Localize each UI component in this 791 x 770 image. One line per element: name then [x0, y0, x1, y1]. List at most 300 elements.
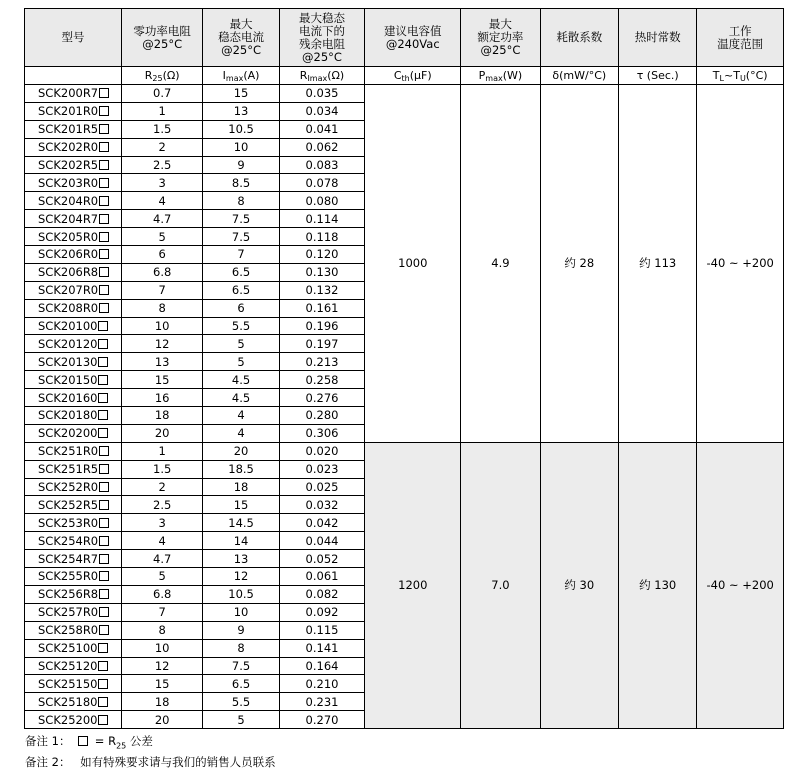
cell-rimax-value: 0.196 [305, 319, 339, 334]
cell-r25-value: 15 [154, 372, 170, 387]
cell-rimax-value: 0.080 [305, 193, 339, 208]
cell-model [25, 514, 122, 532]
cell-model-value: SCK202R0 [38, 140, 99, 155]
cell-model-value: SCK251R5 [38, 462, 99, 477]
cell-imax-value: 14.5 [228, 515, 254, 530]
cell-imax [203, 657, 279, 675]
cell-rimax-value: 0.197 [305, 336, 339, 351]
tolerance-box-icon [98, 428, 108, 438]
header-pmax-line: @25°C [480, 43, 521, 57]
cell-imax-value: 13 [233, 104, 249, 119]
cell-imax [203, 371, 279, 389]
tolerance-box-icon [99, 196, 109, 206]
cell-rimax [279, 371, 365, 389]
tolerance-box-icon [98, 375, 108, 385]
cell-model-value: SCK202R5 [38, 158, 99, 172]
cell-model [25, 389, 122, 407]
cell-model [25, 210, 122, 228]
cell-rimax-value: 0.083 [305, 158, 339, 172]
cell-rimax [279, 711, 365, 729]
cell-rimax-value: 0.044 [305, 533, 339, 548]
cell-model-value: SCK206R8 [38, 265, 99, 280]
unit-temp-tail2: (°C) [745, 68, 768, 82]
cell-model [25, 657, 122, 675]
tolerance-box-icon [99, 106, 109, 116]
group-2-tau: 约 130 [619, 442, 697, 728]
cell-r25-value: 10 [154, 319, 170, 334]
cell-rimax [279, 353, 365, 371]
header-row-titles [25, 9, 784, 67]
group-2-temp: -40 ~ +200 [697, 442, 784, 728]
tolerance-box-icon [99, 124, 109, 134]
unit-r25-sub: 25 [152, 73, 163, 83]
unit-delta [540, 67, 618, 85]
note-1-tail: 公差 [126, 734, 153, 748]
tolerance-box-icon [98, 715, 108, 725]
unit-r25 [121, 67, 202, 85]
cell-r25-value: 8 [158, 623, 166, 638]
cell-imax [203, 442, 279, 460]
cell-imax-value: 10 [233, 140, 249, 155]
cell-rimax [279, 389, 365, 407]
cell-rimax-value: 0.164 [305, 658, 339, 673]
cell-imax [203, 675, 279, 693]
cell-model-value: SCK25150 [38, 676, 98, 691]
cell-r25-value: 6.8 [153, 587, 172, 602]
cell-model-value: SCK207R0 [38, 283, 99, 298]
cell-model [25, 711, 122, 729]
cell-model [25, 138, 122, 156]
header-pmax-line: 额定功率 [477, 30, 524, 44]
cell-imax [203, 407, 279, 425]
cell-model [25, 156, 122, 174]
cell-imax [203, 424, 279, 442]
cell-model [25, 693, 122, 711]
cell-imax-value: 6.5 [231, 676, 251, 691]
cell-model [25, 585, 122, 603]
group-2-pmax: 7.0 [461, 442, 540, 728]
cell-model [25, 120, 122, 138]
cell-rimax [279, 442, 365, 460]
cell-rimax [279, 460, 365, 478]
cell-rimax-value: 0.025 [305, 480, 339, 495]
group-2-cth: 1200 [365, 442, 461, 728]
cell-r25-value: 4.7 [153, 211, 172, 226]
cell-imax-value: 5 [237, 712, 245, 727]
cell-model-value: SCK208R0 [38, 301, 99, 316]
unit-cth [365, 67, 461, 85]
tolerance-box-icon [98, 661, 108, 671]
cell-model [25, 335, 122, 353]
cell-r25-value: 20 [154, 712, 170, 727]
cell-imax [203, 585, 279, 603]
tolerance-box-icon [99, 232, 109, 242]
cell-imax [203, 514, 279, 532]
cell-rimax-value: 0.035 [305, 86, 339, 101]
header-r25-line: 零功率电阻 [133, 23, 191, 38]
cell-imax-value: 5 [237, 354, 245, 369]
spec-table-container [24, 8, 784, 729]
tolerance-box-icon [98, 393, 108, 403]
cell-imax-value: 10.5 [228, 122, 254, 137]
cell-imax-value: 5 [237, 336, 245, 351]
cell-rimax-value: 0.023 [305, 462, 339, 477]
cell-rimax-value: 0.032 [305, 497, 339, 512]
cell-imax-value: 15 [233, 86, 249, 101]
cell-r25 [121, 138, 202, 156]
unit-r25-main: R [144, 68, 153, 82]
cell-model [25, 639, 122, 657]
tolerance-box-icon [98, 697, 108, 707]
cell-imax-value: 9 [237, 623, 245, 638]
unit-imax-tail: (A) [243, 68, 260, 82]
cell-r25 [121, 460, 202, 478]
cell-r25-value: 5 [158, 229, 166, 244]
cell-imax-value: 6 [237, 301, 245, 316]
unit-pmax-main: P [478, 68, 486, 82]
unit-temp-sub2: U [739, 73, 746, 83]
cell-rimax [279, 335, 365, 353]
tolerance-box-icon [99, 285, 109, 295]
cell-model-value: SCK254R0 [38, 533, 99, 548]
table-header [25, 9, 784, 85]
cell-rimax-value: 0.210 [305, 676, 339, 691]
cell-r25 [121, 120, 202, 138]
note-1-text: = R [94, 734, 117, 748]
cell-imax-value: 10 [233, 605, 249, 620]
cell-rimax [279, 263, 365, 281]
cell-rimax [279, 120, 365, 138]
note-2 [25, 754, 276, 770]
cell-rimax [279, 102, 365, 120]
cell-r25 [121, 496, 202, 514]
cell-rimax-value: 0.132 [305, 283, 339, 298]
cell-model [25, 442, 122, 460]
cell-r25-value: 6.8 [153, 265, 172, 280]
cell-model [25, 192, 122, 210]
cell-rimax-value: 0.130 [305, 265, 339, 280]
cell-imax-value: 4.5 [231, 390, 251, 405]
cell-model [25, 621, 122, 639]
cell-imax-value: 7.5 [231, 658, 251, 673]
cell-imax [203, 711, 279, 729]
cell-model [25, 532, 122, 550]
unit-tau [619, 67, 697, 85]
cell-imax [203, 85, 279, 103]
cell-rimax [279, 478, 365, 496]
cell-imax-value: 7.5 [231, 229, 251, 244]
cell-rimax [279, 299, 365, 317]
unit-cth-tail: (μF) [409, 68, 432, 82]
cell-imax-value: 20 [233, 444, 249, 459]
unit-cth-sub: th [401, 73, 410, 83]
header-delta-line: 耗散系数 [556, 30, 603, 44]
cell-imax [203, 496, 279, 514]
cell-r25 [121, 85, 202, 103]
cell-rimax [279, 693, 365, 711]
cell-model-value: SCK25180 [38, 694, 98, 709]
header-rimax-line: 残余电阻 [299, 36, 346, 51]
cell-r25-value: 15 [154, 676, 170, 691]
cell-r25-value: 0.7 [153, 86, 172, 101]
tolerance-box-icon [98, 679, 108, 689]
unit-delta-main: δ(mW/°C) [552, 68, 607, 82]
cell-r25 [121, 657, 202, 675]
cell-rimax [279, 424, 365, 442]
cell-model-value: SCK200R7 [38, 86, 99, 101]
cell-model-value: SCK20200 [38, 426, 98, 441]
tolerance-box-icon [99, 482, 109, 492]
footnotes [25, 733, 276, 770]
tolerance-box-icon [99, 536, 109, 546]
cell-imax [203, 532, 279, 550]
cell-model [25, 85, 122, 103]
cell-rimax-value: 0.141 [305, 641, 339, 656]
cell-r25-value: 1 [158, 104, 166, 119]
cell-imax [203, 389, 279, 407]
cell-rimax [279, 156, 365, 174]
cell-model [25, 371, 122, 389]
cell-r25-value: 1.5 [153, 122, 172, 137]
cell-r25 [121, 389, 202, 407]
cell-r25 [121, 407, 202, 425]
cell-rimax-value: 0.120 [305, 247, 339, 262]
tolerance-box-icon [99, 464, 109, 474]
tolerance-box-icon [98, 321, 108, 331]
cell-model [25, 228, 122, 246]
cell-rimax-value: 0.213 [305, 354, 339, 369]
cell-r25-value: 12 [154, 336, 170, 351]
cell-model [25, 496, 122, 514]
table-body [25, 85, 784, 729]
tolerance-box-icon [99, 142, 109, 152]
tolerance-box-icon [99, 249, 109, 259]
cell-imax [203, 603, 279, 621]
cell-r25-value: 20 [154, 426, 170, 441]
unit-pmax-tail: (W) [502, 68, 523, 82]
cell-imax [203, 138, 279, 156]
tolerance-box-icon [98, 643, 108, 653]
cell-r25 [121, 174, 202, 192]
cell-rimax [279, 281, 365, 299]
header-cth [365, 9, 461, 67]
tolerance-box-icon [99, 625, 109, 635]
cell-rimax [279, 228, 365, 246]
cell-model [25, 550, 122, 568]
cell-r25-value: 4 [158, 533, 166, 548]
tolerance-box-icon [99, 500, 109, 510]
header-model-line: 型号 [61, 30, 85, 44]
cell-model [25, 263, 122, 281]
tolerance-box-icon [78, 736, 88, 746]
cell-model-value: SCK201R5 [38, 122, 99, 137]
unit-imax-sub: max [225, 73, 244, 83]
cell-r25 [121, 281, 202, 299]
cell-r25 [121, 228, 202, 246]
group-1-pmax: 4.9 [461, 85, 540, 443]
note-2-text: 如有特殊要求请与我们的销售人员联系 [80, 755, 276, 770]
cell-model-value: SCK252R0 [38, 480, 99, 495]
unit-temp-main: T [712, 68, 720, 82]
cell-r25-value: 2 [158, 480, 166, 495]
unit-imax-main: I [222, 68, 226, 82]
cell-imax [203, 120, 279, 138]
cell-imax [203, 317, 279, 335]
cell-rimax [279, 550, 365, 568]
cell-rimax-value: 0.052 [305, 551, 339, 566]
cell-rimax [279, 496, 365, 514]
cell-r25-value: 13 [154, 354, 170, 369]
cell-model-value: SCK25200 [38, 712, 98, 727]
note-1-label: 备注 1： [25, 734, 71, 748]
cell-imax-value: 8 [237, 641, 245, 656]
cell-imax [203, 693, 279, 711]
cell-model-value: SCK20120 [38, 336, 98, 351]
cell-r25-value: 1 [158, 444, 166, 459]
cell-r25-value: 12 [154, 658, 170, 673]
cell-r25 [121, 514, 202, 532]
cell-rimax [279, 532, 365, 550]
cell-model [25, 353, 122, 371]
cell-imax [203, 156, 279, 174]
cell-rimax [279, 407, 365, 425]
cell-r25-value: 7 [158, 605, 166, 620]
cell-rimax [279, 621, 365, 639]
cell-model [25, 246, 122, 264]
cell-r25 [121, 102, 202, 120]
note-1-sub: 25 [116, 741, 127, 751]
unit-rimax-tail: (Ω) [327, 68, 345, 82]
group-1-delta: 约 28 [540, 85, 618, 443]
header-temp-line: 工作 [728, 23, 752, 38]
unit-temp-sub: L [719, 73, 724, 83]
cell-r25 [121, 246, 202, 264]
cell-rimax-value: 0.082 [305, 587, 339, 602]
cell-rimax [279, 603, 365, 621]
tolerance-box-icon [99, 88, 109, 98]
cell-imax-value: 4 [237, 408, 245, 423]
tolerance-box-icon [98, 357, 108, 367]
cell-imax [203, 460, 279, 478]
header-delta [540, 9, 618, 67]
cell-r25-value: 18 [154, 408, 170, 423]
group-1-cth: 1000 [365, 85, 461, 443]
cell-rimax-value: 0.092 [305, 605, 339, 620]
cell-r25 [121, 371, 202, 389]
cell-rimax-value: 0.280 [305, 408, 339, 423]
cell-model-value: SCK257R0 [38, 605, 99, 620]
tolerance-box-icon [99, 160, 109, 170]
cell-r25-value: 2 [158, 140, 166, 155]
cell-rimax-value: 0.078 [305, 175, 339, 190]
cell-r25 [121, 192, 202, 210]
cell-imax [203, 102, 279, 120]
tolerance-box-icon [98, 410, 108, 420]
tolerance-box-icon [99, 214, 109, 224]
cell-imax [203, 639, 279, 657]
cell-imax-value: 8 [237, 193, 245, 208]
cell-imax [203, 568, 279, 586]
cell-imax [203, 210, 279, 228]
cell-r25 [121, 317, 202, 335]
cell-imax-value: 4.5 [231, 372, 251, 387]
cell-r25 [121, 550, 202, 568]
cell-imax-value: 7 [237, 247, 245, 262]
cell-rimax [279, 317, 365, 335]
cell-imax-value: 6.5 [231, 265, 251, 280]
unit-rimax-sub: Imax [307, 73, 328, 83]
header-r25-line: @25°C [142, 36, 183, 51]
cell-imax [203, 335, 279, 353]
cell-r25-value: 8 [158, 301, 166, 316]
cell-imax-value: 12 [233, 569, 249, 584]
cell-rimax-value: 0.258 [305, 372, 339, 387]
cell-r25-value: 10 [154, 641, 170, 656]
cell-model-value: SCK205R0 [38, 229, 99, 244]
header-imax [203, 9, 279, 67]
header-imax-line: 最大 [229, 17, 253, 31]
unit-temp-tail: ~T [724, 68, 740, 82]
cell-model-value: SCK251R0 [38, 444, 99, 459]
unit-model [25, 67, 122, 85]
cell-r25 [121, 424, 202, 442]
header-tau [619, 9, 697, 67]
cell-rimax-value: 0.306 [305, 426, 339, 441]
tolerance-box-icon [99, 267, 109, 277]
cell-rimax-value: 0.114 [305, 211, 339, 226]
cell-imax [203, 174, 279, 192]
cell-rimax-value: 0.161 [305, 301, 339, 316]
header-rimax [279, 9, 365, 67]
cell-imax [203, 263, 279, 281]
cell-rimax [279, 675, 365, 693]
cell-model [25, 675, 122, 693]
cell-imax-value: 9 [237, 158, 245, 172]
cell-r25-value: 7 [158, 283, 166, 298]
header-r25 [121, 9, 202, 67]
note-2-label: 备注 2： [25, 755, 71, 770]
header-cth-line: 建议电容值 [384, 23, 442, 38]
cell-rimax-value: 0.042 [305, 515, 339, 530]
cell-model [25, 174, 122, 192]
cell-r25 [121, 675, 202, 693]
cell-r25-value: 3 [158, 515, 166, 530]
header-rimax-line: 电流下的 [299, 23, 346, 38]
cell-imax [203, 621, 279, 639]
header-model [25, 9, 122, 67]
cell-imax [203, 246, 279, 264]
cell-r25-value: 2.5 [153, 497, 172, 512]
cell-rimax [279, 192, 365, 210]
cell-imax [203, 353, 279, 371]
header-tau-line: 热时常数 [634, 30, 681, 44]
cell-r25 [121, 156, 202, 174]
cell-r25-value: 3 [158, 175, 166, 190]
cell-imax-value: 10.5 [228, 587, 254, 602]
cell-model-value: SCK20180 [38, 408, 98, 423]
cell-model-value: SCK204R7 [38, 211, 99, 226]
cell-model-value: SCK25120 [38, 658, 98, 673]
tolerance-box-icon [99, 518, 109, 528]
cell-imax [203, 192, 279, 210]
unit-imax [203, 67, 279, 85]
header-cth-line: @240Vac [385, 36, 440, 51]
header-imax-line: @25°C [221, 43, 262, 57]
cell-r25 [121, 353, 202, 371]
cell-rimax-value: 0.118 [305, 229, 339, 244]
unit-pmax [461, 67, 540, 85]
cell-r25 [121, 585, 202, 603]
